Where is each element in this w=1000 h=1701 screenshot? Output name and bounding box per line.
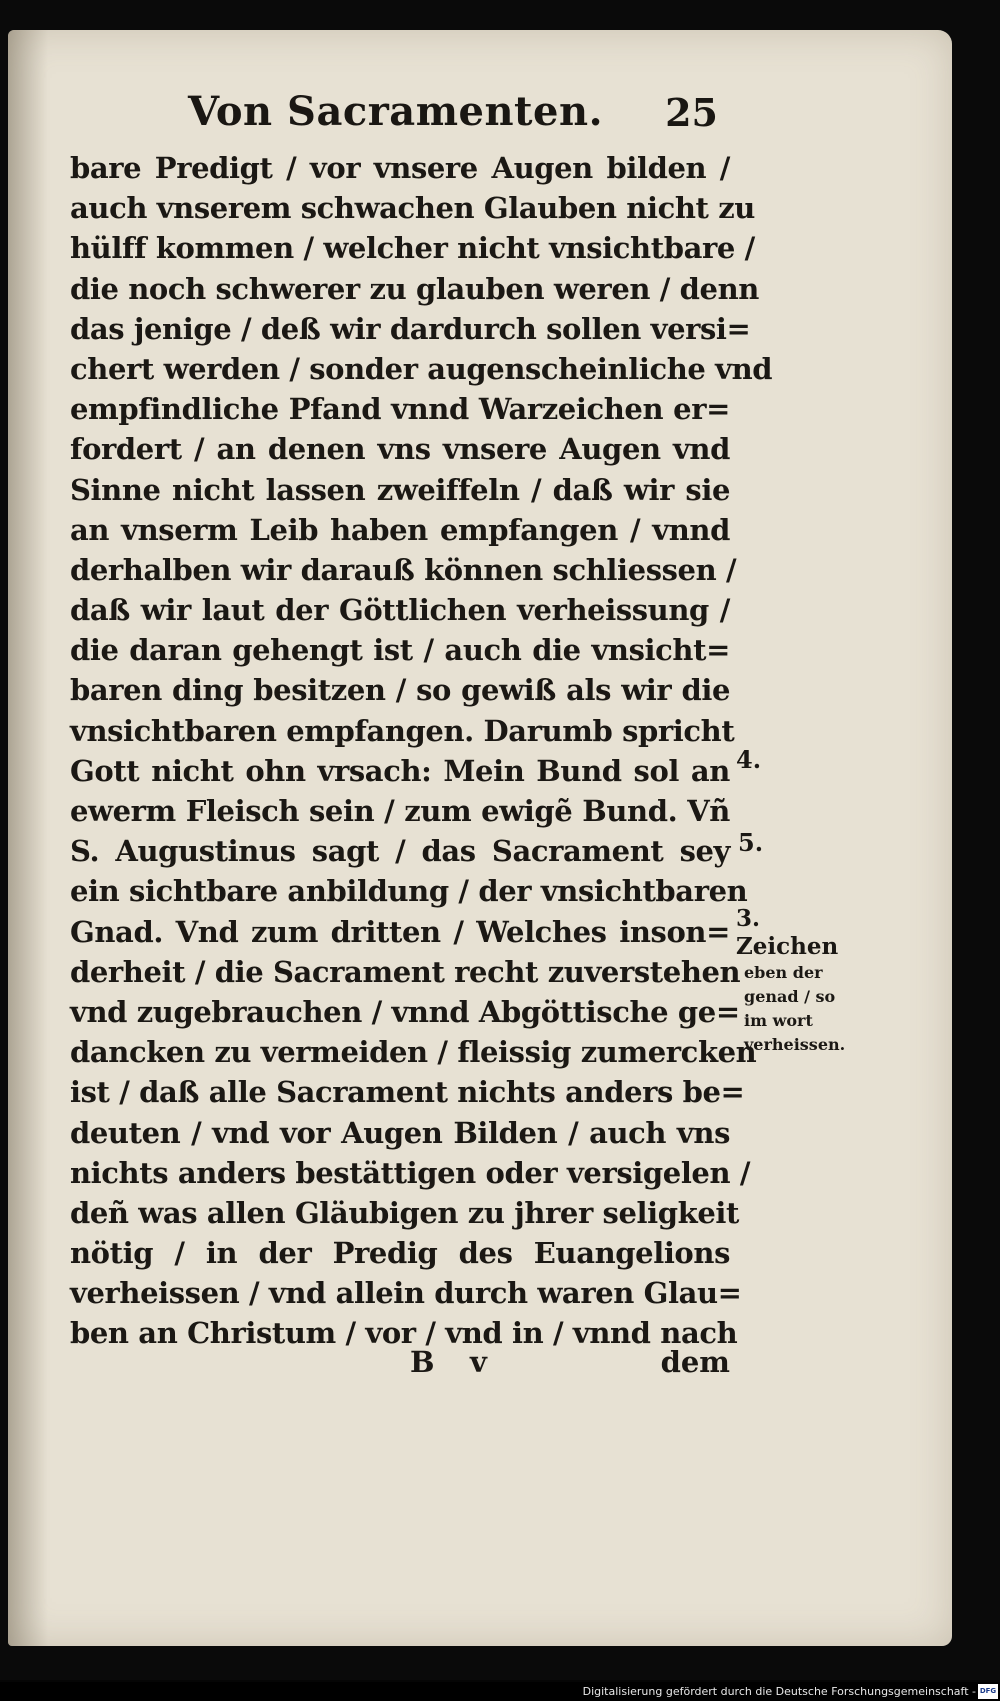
text-line: die daran gehengt ist / auch die vnsicht= [70,633,730,668]
text-line: ewerm Fleisch sein / zum ewigẽ Bund. Vñ [70,794,730,828]
text-line: das jenige / deß wir dardurch sollen versi= [70,311,751,346]
text-line: daß wir laut der Göttlichen verheissung / [70,593,730,628]
credit-bar [0,1682,1000,1701]
text-line: auch vnserem schwachen Glauben nicht zu [70,191,755,226]
text-line: Sinne nicht lassen zweiffeln / daß wir sie [70,472,730,507]
text-line: ist / daß alle Sacrament nichts anders be= [70,1075,745,1110]
text-line: Gott nicht ohn vrsach: Mein Bund sol an [70,753,730,788]
catchword: dem [660,1345,730,1379]
margin-note-line: genad / so [744,987,836,1006]
page-gutter-shadow [8,30,48,1646]
text-line: S. Augustinus sagt / das Sacrament sey [70,834,730,869]
text-line: baren ding besitzen / so gewiß als wir die [70,673,730,708]
text-line: vnsichtbaren empfangen. Darumb spricht [70,713,735,748]
text-line: bare Predigt / vor vnsere Augen bilden / [70,151,730,185]
page-number: 25 [665,90,718,135]
text-line: dancken zu vermeiden / fleissig zumercken [70,1035,757,1070]
text-line: derhalben wir darauß können schliessen / [70,552,737,587]
margin-note-zeichen [736,905,846,1057]
text-line: empfindliche Pfand vnnd Warzeichen er= [70,392,730,427]
text-line: deuten / vnd vor Augen Bilden / auch vns [70,1115,730,1150]
text-line: nichts anders bestättigen oder versigelen / [70,1155,751,1190]
text-line: ben an Christum / vor / vnd in / vnnd nach [70,1316,738,1351]
margin-note-line: eben der [744,963,823,982]
text-line: hülff kommen / welcher nicht vnsichtbare / [70,231,755,266]
text-line: Gnad. Vnd zum dritten / Welches inson= [70,914,730,949]
margin-note-line: im wort [744,1011,813,1030]
margin-note-title: 3. Zeichen [736,905,839,960]
text-line: an vnserm Leib haben empfangen / vnnd [70,512,730,547]
text-line: nötig / in der Predig des Euangelions [70,1236,730,1271]
text-line: vnd zugebrauchen / vnnd Abgöttische ge= [70,994,740,1029]
text-line: fordert / an denen vns vnsere Augen vnd [70,432,730,467]
text-line: verheissen / vnd allein durch waren Glau= [70,1276,742,1311]
text-line: derheit / die Sacrament recht zuverstehen [70,954,741,989]
text-line: deñ was allen Gläubigen zu jhrer seligkeit [70,1195,739,1230]
text-line: chert werden / sonder augenscheinliche vnd [70,351,773,386]
body-text [70,148,773,1354]
signature-line [70,1345,730,1385]
text-line: ein sichtbare anbildung / der vnsichtbaren [70,874,748,909]
dfg-logo-icon: DFG [978,1684,998,1699]
signature-mark: B [410,1345,435,1379]
margin-note-line: verheissen. [744,1035,846,1054]
margin-note-5: 5. [738,828,764,857]
signature-number: v [470,1345,487,1379]
text-line: die noch schwerer zu glauben weren / denn [70,271,759,306]
running-title: Von Sacramenten. [188,88,603,135]
credit-text: Digitalisierung gefördert durch die Deutsche Forschungsgemeinschaft - [582,1685,976,1698]
page-header [188,88,718,148]
margin-note-4: 4. [736,745,762,774]
